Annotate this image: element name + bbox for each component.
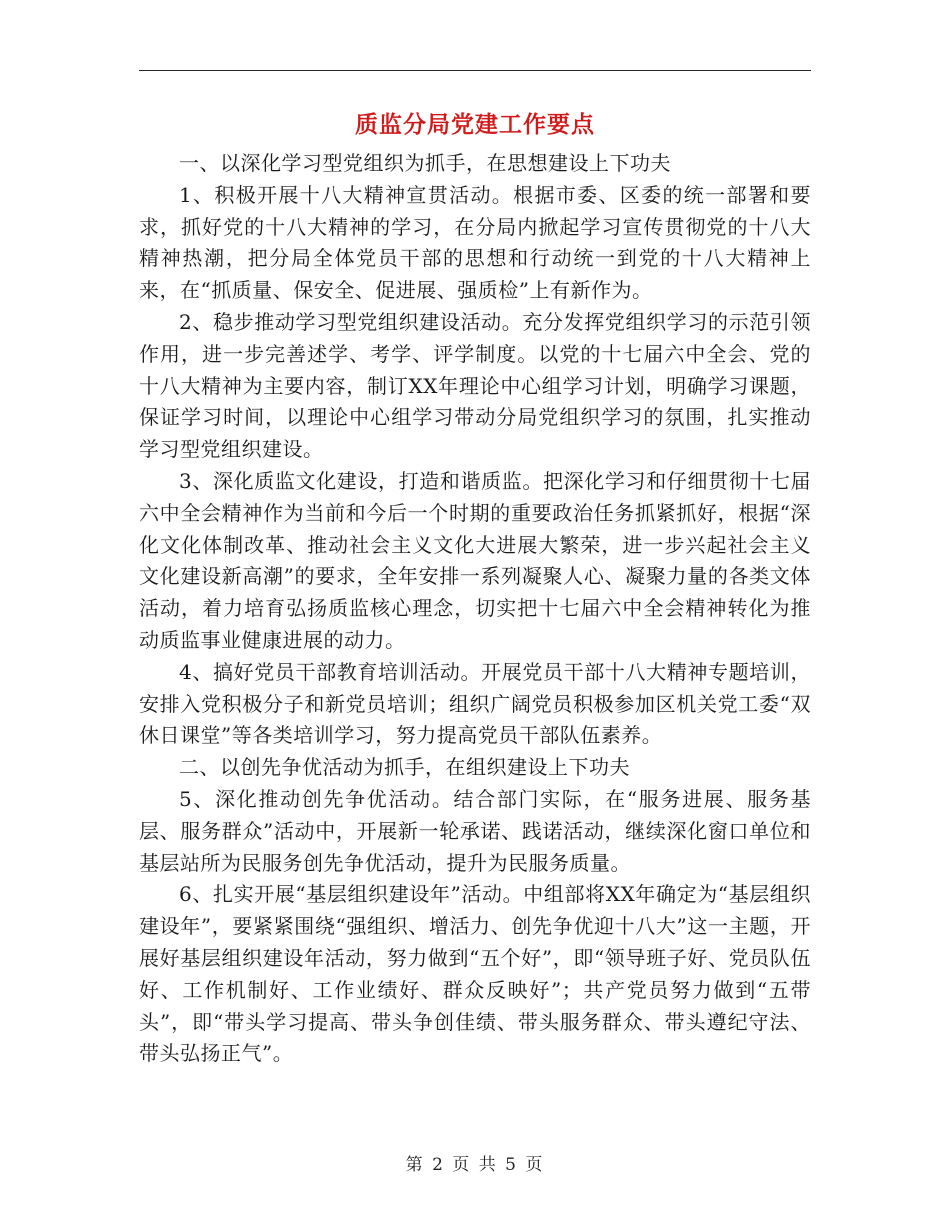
paragraph-item-4: 4、搞好党员干部教育培训活动。开展党员干部十八大精神专题培训，安排入党积极分子和新党员培训；组织广阔党员积极参加区机关党工委“双休日课堂”等各类培训学习，努力提高党员干部队伍素养。 — [139, 659, 811, 748]
paragraph-item-2: 2、稳步推动学习型党组织建设活动。充分发挥党组织学习的示范引领作用，进一步完善述学、考学、评学制度。以党的十七届六中全会、党的十八大精神为主要内容，制订XX年理论中心组学习计划，明确学习课题，保证学习时间，以理论中心组学习带动分局党组织学习的氛围，扎实推动学习型党组织建设。 — [139, 309, 811, 462]
section-heading-2: 二、以创先争优活动为抓手，在组织建设上下功夫 — [179, 755, 630, 780]
header-rule — [139, 70, 811, 71]
document-title: 质监分局党建工作要点 — [355, 111, 595, 138]
paragraph-item-5: 5、深化推动创先争优活动。结合部门实际，在“服务进展、服务基层、服务群众”活动中，开展新一轮承诺、践诺活动，继续深化窗口单位和基层站所为民服务创先争优活动，提升为民服务质量。 — [139, 786, 811, 875]
document-body — [139, 148, 811, 1070]
page-number-footer: 第 2 页 共 5 页 — [405, 1155, 545, 1175]
section-heading-1: 一、以深化学习型党组织为抓手，在思想建设上下功夫 — [179, 151, 671, 175]
paragraph-item-1: 1、积极开展十八大精神宣贯活动。根据市委、区委的统一部署和要求，抓好党的十八大精神的学习，在分局内掀起学习宣传贯彻党的十八大精神热潮，把分局全体党员干部的思想和行动统一到党的十八大精神上来，在“抓质量、保安全、促进展、强质检”上有新作为。 — [139, 182, 811, 303]
paragraph-item-3: 3、深化质监文化建设，打造和谐质监。把深化学习和仔细贯彻十七届六中全会精神作为当前和今后一个时期的重要政治任务抓紧抓好，根据“深化文化体制改革、推动社会主义文化大进展大繁荣，进一步兴起社会主义文化建设新高潮”的要求，全年安排一系列凝聚人心、凝聚力量的各类文体活动，着力培育弘扬质监核心理念，切实把十七届六中全会精神转化为推动质监事业健康进展的动力。 — [139, 468, 811, 652]
paragraph-item-6: 6、扎实开展“基层组织建设年”活动。中组部将XX年确定为“基层组织建设年”，要紧紧围绕“强组织、增活力、创先争优迎十八大”这一主题，开展好基层组织建设年活动，努力做到“五个好”，即“领导班子好、党员队伍好、工作机制好、工作业绩好、群众反映好”；共产党员努力做到“五带头”，即“带头学习提高、带头争创佳绩、带头服务群众、带头遵纪守法、带头弘扬正气”。 — [139, 882, 811, 1066]
